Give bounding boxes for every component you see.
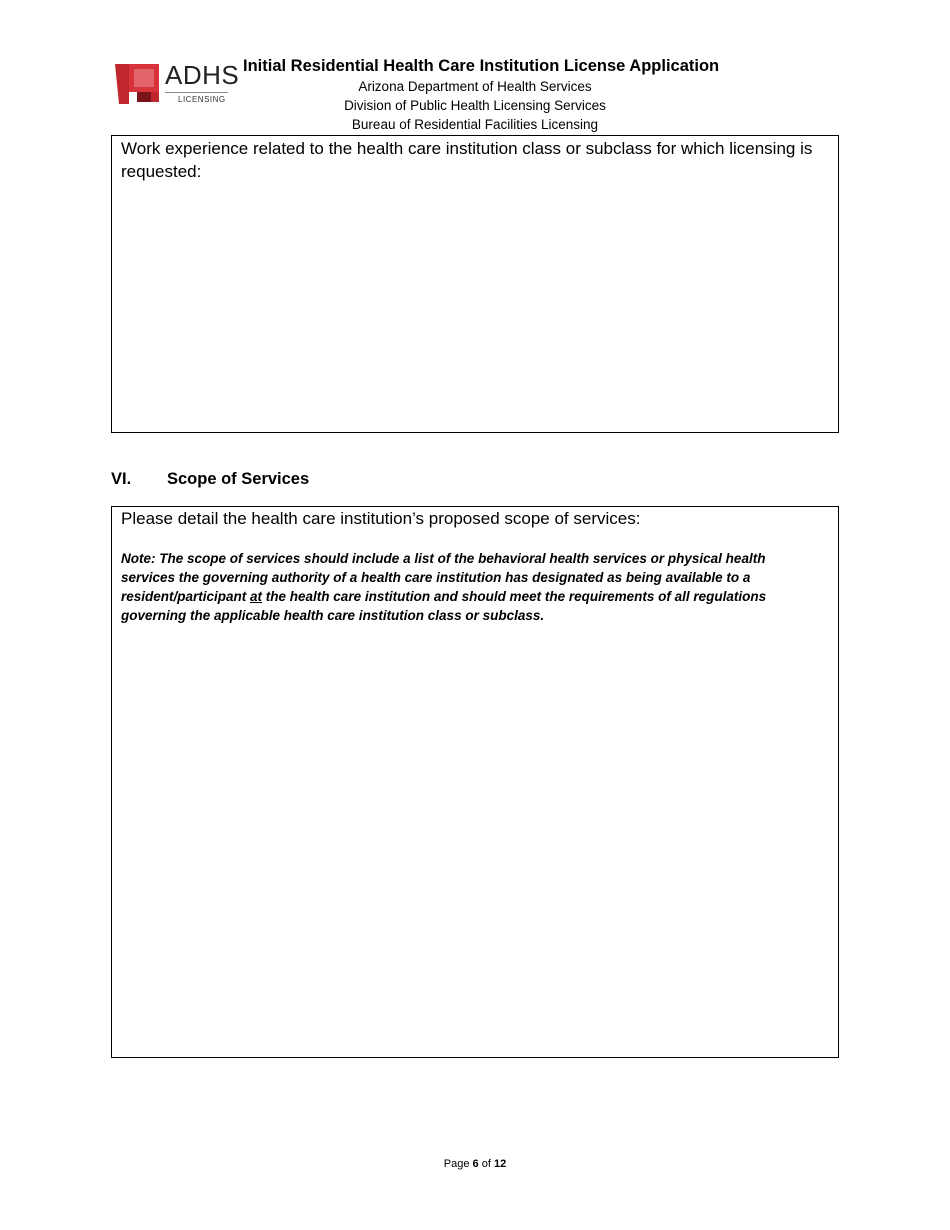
scope-of-services-field[interactable] (111, 506, 839, 1058)
scope-note (121, 549, 818, 625)
section-title: Scope of Services (167, 470, 310, 488)
scope-note-part1: Note: The scope of services should include a list of the behavioral health services or physical health services the governing authority of a health care institution has designated as being available to a resident/participant (121, 551, 766, 604)
page-label: Page (443, 1158, 470, 1170)
scope-note-part2: the health care institution and should meet the requirements of all regulations governing the applicable health care institution class or subclass. (121, 589, 767, 623)
page-number (0, 1158, 950, 1170)
page-total: 12 (493, 1158, 507, 1170)
page-current: 6 (472, 1158, 479, 1170)
header-bureau: Bureau of Residential Facilities Licensing (351, 117, 599, 132)
document-title: Initial Residential Health Care Institution License Application (243, 57, 720, 75)
work-experience-field[interactable] (111, 135, 839, 433)
scope-prompt: Please detail the health care institution’s proposed scope of services: (121, 509, 641, 528)
scope-note-underlined: at (250, 589, 263, 604)
header-agency: Arizona Department of Health Services (358, 79, 592, 94)
page-of-label: of (481, 1158, 491, 1170)
logo-text: ADHS (165, 60, 240, 90)
logo-subtext: LICENSING (178, 95, 226, 104)
section-number: VI. (111, 470, 132, 488)
header-division: Division of Public Health Licensing Services (344, 98, 606, 113)
work-experience-prompt: Work experience related to the health care institution class or subclass for which licensing is requested: (121, 139, 813, 181)
